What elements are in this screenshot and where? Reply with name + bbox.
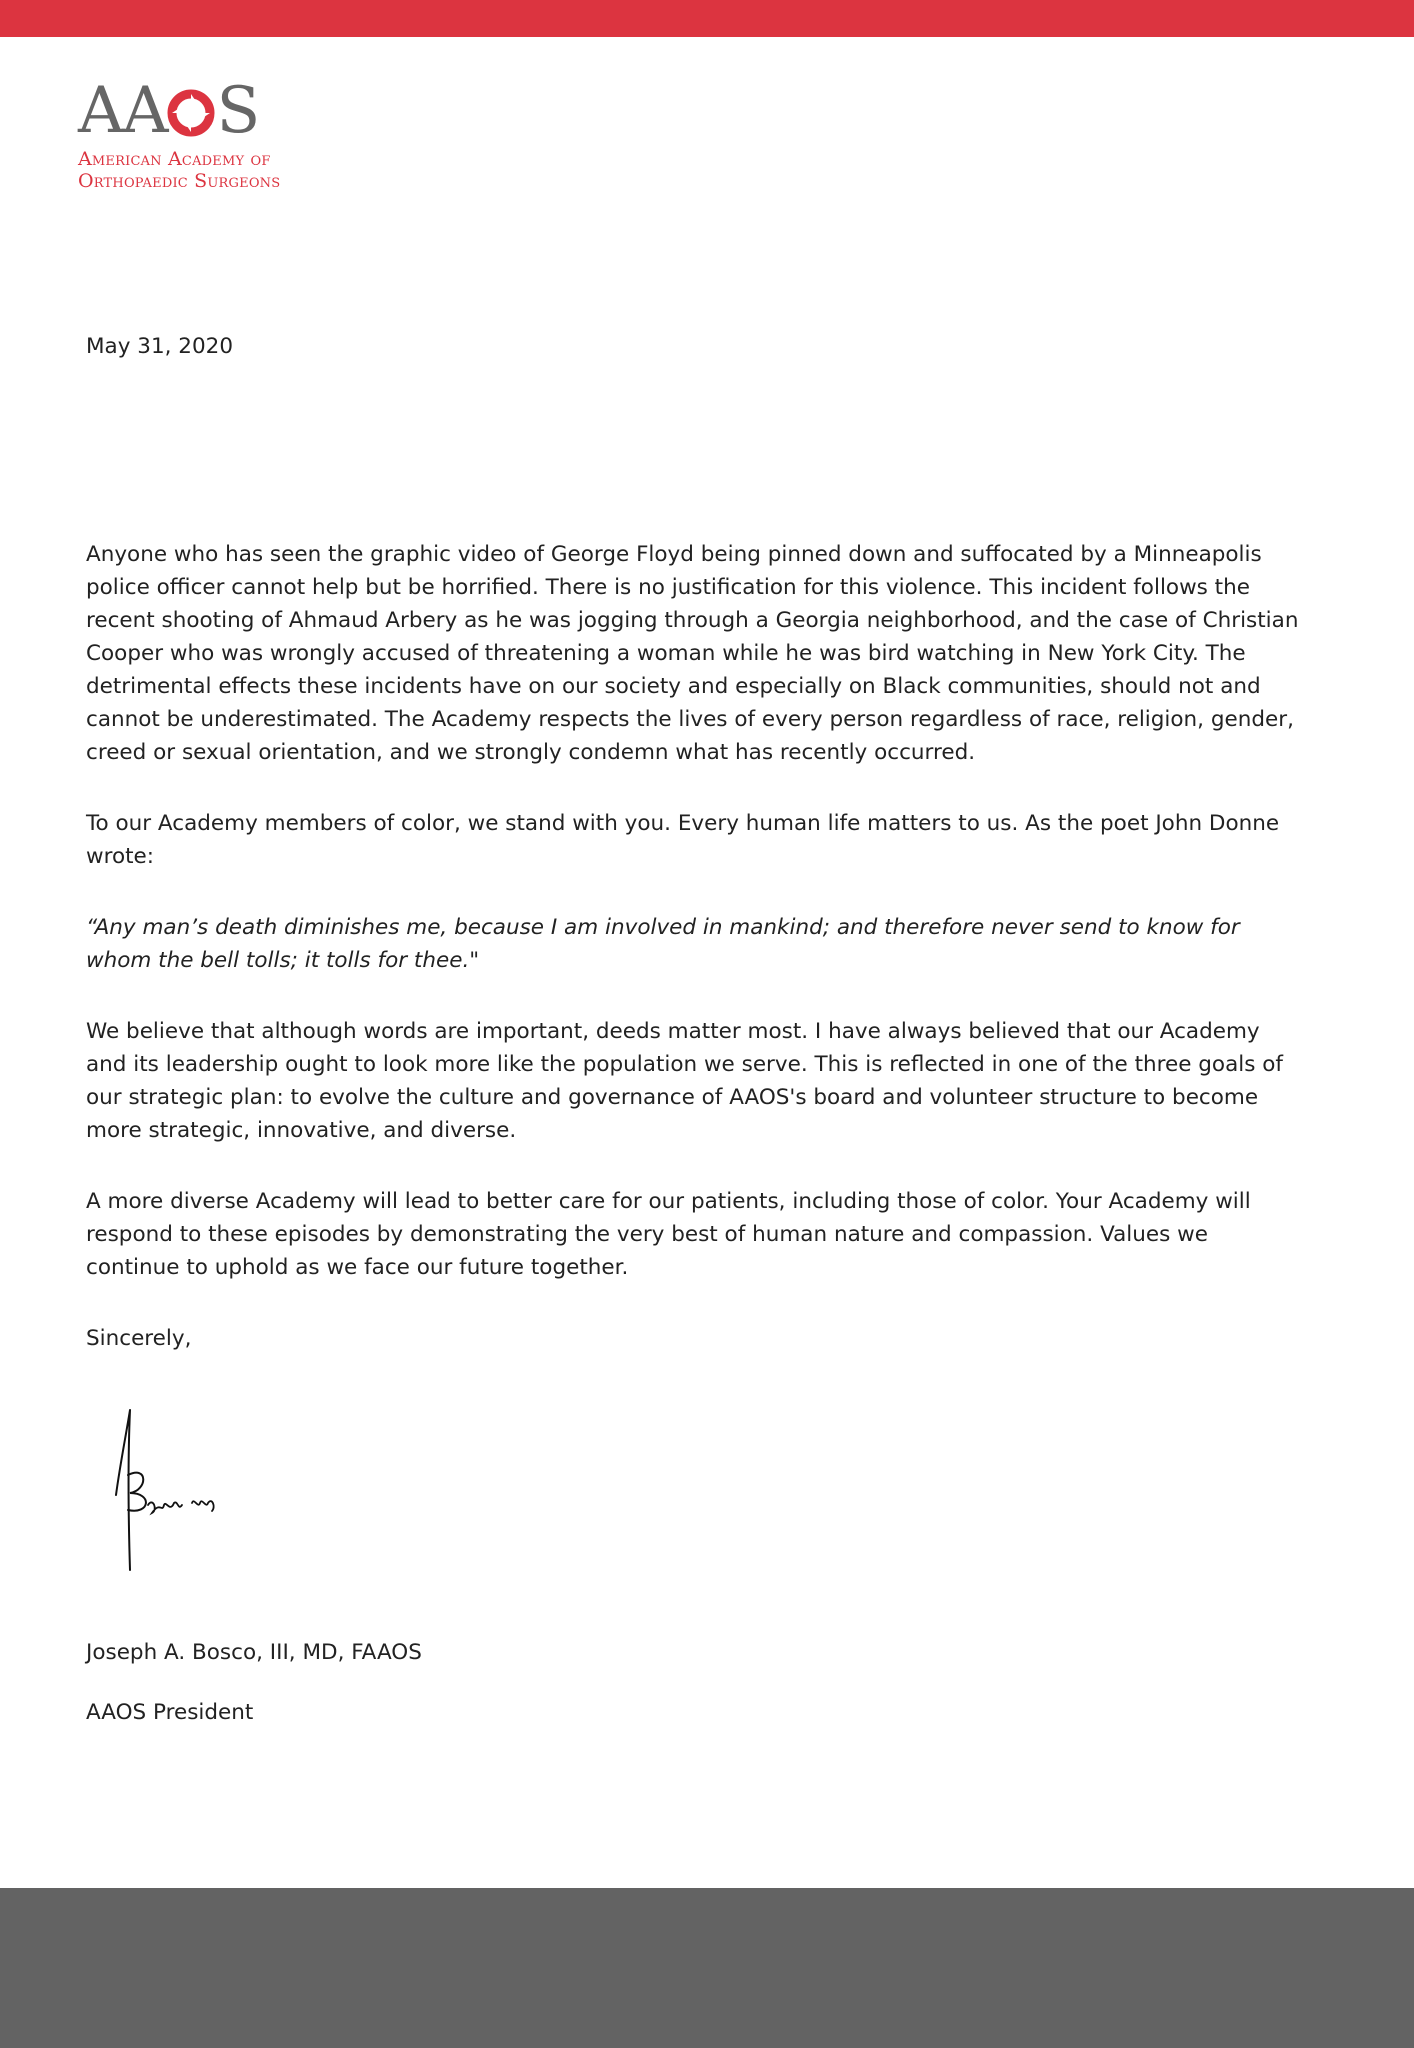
logo-org-name: [78, 148, 280, 192]
logo-o-symbol-icon: [166, 78, 216, 144]
logo-wordmark: [78, 74, 259, 148]
paragraph-2: To our Academy members of color, we stand with you. Every human life matters to us. As the poet John Donne wrote:: [86, 811, 1280, 869]
logo-org-name-line2: Orthopaedic Surgeons: [78, 170, 281, 192]
letter-date: May 31, 2020: [86, 334, 234, 359]
donne-quote: “Any man’s death diminishes me, because I am involved in mankind; and therefore never send to know for whom the bell tolls; it tolls for thee.": [86, 915, 1240, 973]
footer-bar: [0, 1888, 1414, 2048]
logo-org-name-line1: American Academy of: [78, 148, 271, 170]
signer-block: [86, 1636, 422, 1729]
closing: Sincerely,: [86, 1326, 192, 1351]
signature-image: [108, 1405, 228, 1575]
signer-title: AAOS President: [86, 1700, 254, 1725]
signer-name: Joseph A. Bosco, III, MD, FAAOS: [86, 1640, 422, 1665]
paragraph-1: Anyone who has seen the graphic video of George Floyd being pinned down and suffocated by a Minneapolis police officer cannot help but be horrified. There is no justification for this violence. This incident follows the recent shooting of Ahmaud Arbery as he was jogging through a Georgia neighborhood, and the case of Christian Cooper who was wrongly accused of threatening a woman while he was bird watching in New York City. The detrimental effects these incidents have on our society and especially on Black communities, should not and cannot be underestimated. The Academy respects the lives of every person regardless of race, religion, gender, creed or sexual orientation, and we strongly condemn what has recently occurred.: [86, 542, 1299, 765]
aaos-logo: [78, 74, 378, 198]
logo-wordmark-suffix: S: [216, 74, 259, 148]
logo-wordmark-prefix: AA: [78, 74, 167, 148]
letter-body: [86, 330, 1299, 1355]
paragraph-5: A more diverse Academy will lead to better care for our patients, including those of color. Your Academy will respond to these episodes by demonstrating the very best of human nature and compassion. Values we continue to uphold as we face our future together.: [86, 1189, 1251, 1280]
header-accent-bar: [0, 0, 1414, 37]
paragraph-4: We believe that although words are important, deeds matter most. I have always believed that our Academy and its leadership ought to look more like the population we serve. This is reflected in one of the three goals of our strategic plan: to evolve the culture and governance of AAOS's board and volunteer structure to become more strategic, innovative, and diverse.: [86, 1019, 1283, 1143]
